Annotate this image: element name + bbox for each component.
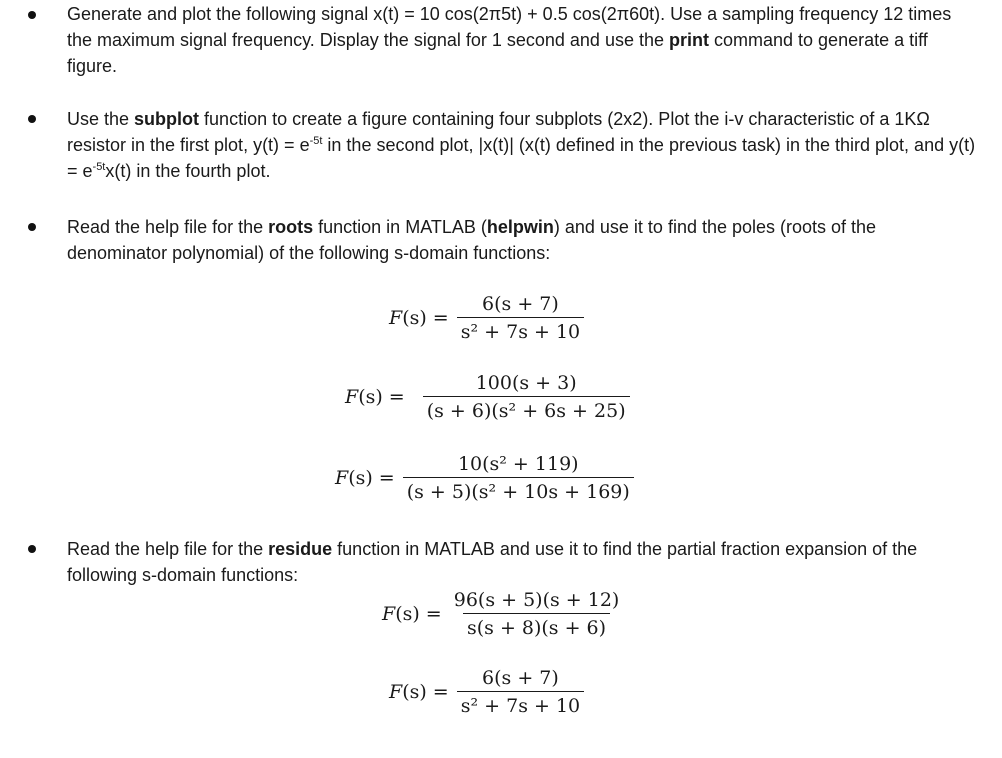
numerator: 10(s² + 119) [457, 453, 579, 475]
fraction [403, 453, 634, 503]
numerator: 96(s + 5)(s + 12) [453, 589, 620, 611]
denominator: (s + 6)(s² + 6s + 25) [423, 396, 630, 422]
fraction [450, 589, 624, 639]
denominator: (s + 5)(s² + 10s + 169) [403, 477, 634, 503]
numerator: 6(s + 7) [482, 293, 559, 315]
fraction [423, 372, 630, 422]
denominator: s² + 7s + 10 [457, 317, 584, 343]
equation-lhs: F(s) = [382, 603, 442, 625]
equation-4 [382, 589, 623, 639]
denominator: s² + 7s + 10 [457, 691, 584, 717]
equation-1 [389, 293, 584, 343]
equation-5 [389, 667, 584, 717]
bullet-3 [28, 223, 36, 231]
task-2-paragraph: Use the subplot function to create a figure containing four subplots (2x2). Plot the i-v characteristic of a 1KΩ resistor in the first plot, $y(t) = e^{-5t}$ in the second plot, |x(t)| (x(t) defined in the previous task) in the third plot, and $y(t) = e^{-5t}x(t)$ in the fourth plot. [67, 109, 976, 181]
bullet-1 [28, 11, 36, 19]
equation-lhs: F(s) = [389, 307, 449, 329]
numerator: 100(s + 3) [475, 372, 577, 394]
equation-lhs: F(s) = [389, 681, 449, 703]
equation-lhs: F(s) = [335, 467, 395, 489]
task-4-paragraph: Read the help file for the residue function in MATLAB and use it to find the partial fraction expansion of the following s-domain functions: [67, 539, 918, 585]
bullet-4 [28, 545, 36, 553]
equation-lhs: F(s) = [345, 386, 405, 408]
equation-2 [345, 372, 630, 422]
numerator: 6(s + 7) [482, 667, 559, 689]
fraction [457, 667, 584, 717]
task-3-paragraph: Read the help file for the roots function in MATLAB (helpwin) and use it to find the poles (roots of the denominator polynomial) of the following s-domain functions: [67, 217, 877, 263]
denominator: s(s + 8)(s + 6) [463, 613, 610, 639]
task-1-paragraph: Generate and plot the following signal x(t) = 10 cos(2π5t) + 0.5 cos(2π60t). Use a sampling frequency 12 times the maximum signal frequency. Display the signal for 1 second and use the print command to generate a tiff figure. [67, 4, 952, 76]
equation-3 [335, 453, 634, 503]
fraction [457, 293, 584, 343]
bullet-2 [28, 115, 36, 123]
